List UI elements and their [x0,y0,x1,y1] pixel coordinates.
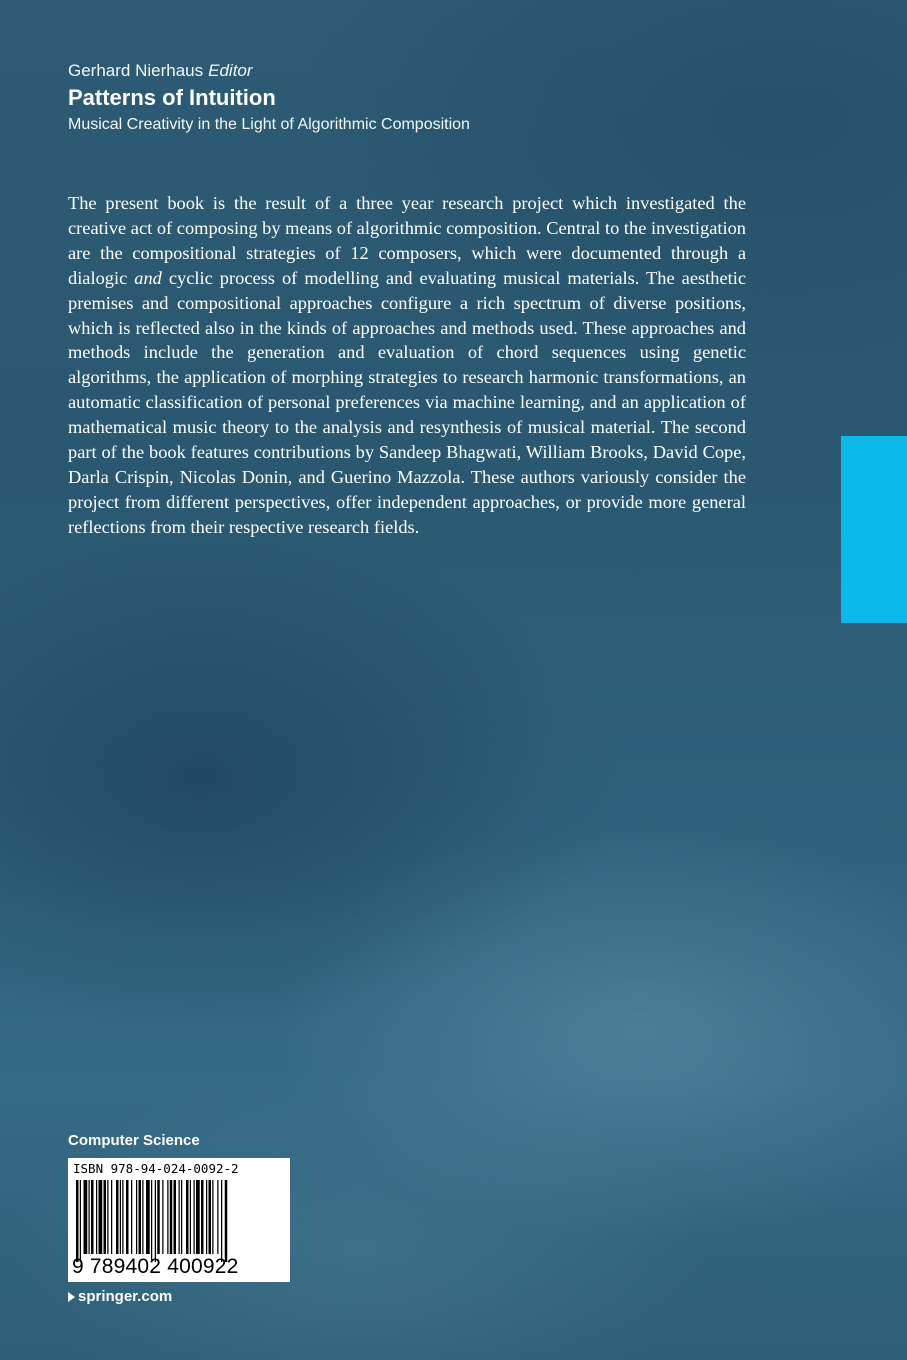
barcode-bar [91,1180,94,1254]
barcode-bar [217,1180,218,1254]
barcode-bar [209,1180,212,1254]
barcode-bar [151,1180,152,1262]
cover-header [68,60,470,136]
barcode-bar [80,1180,81,1262]
barcode-bar [194,1180,195,1254]
barcode-bar [104,1180,107,1254]
barcode-bar [142,1180,143,1254]
barcode-bar [181,1180,182,1254]
isbn-label: ISBN 978-94-024-0092-2 [73,1161,239,1176]
barcode-bar [139,1180,142,1254]
barcode-bar [196,1180,200,1254]
barcode-bar [179,1180,180,1254]
barcode-bar [157,1180,160,1254]
editor-role: Editor [208,61,253,80]
barcode-bar [111,1180,112,1254]
barcode-bar [162,1180,163,1254]
barcode-bar [107,1180,108,1254]
arrow-right-icon [68,1292,75,1302]
barcode-bar [170,1180,173,1254]
barcode-bar [146,1180,150,1254]
barcode-bar [186,1180,189,1254]
barcode-bar [212,1180,213,1254]
book-title: Patterns of Intuition [68,85,276,110]
barcode-bar [136,1180,137,1254]
barcode-bar [190,1180,191,1254]
barcode-bar [99,1180,103,1254]
barcode-bar [122,1180,123,1254]
isbn-barcode [68,1158,290,1282]
editor-name: Gerhard Nierhaus [68,61,204,80]
barcode-bar [89,1180,90,1254]
barcode-bar [76,1180,79,1262]
barcode-bar [221,1180,222,1262]
barcode-bar [84,1180,88,1254]
description-emphasis: and [134,267,162,288]
barcode-bar [174,1180,177,1254]
barcode-digits: 9 789402 400922 [72,1255,239,1278]
editor-line [68,60,470,82]
barcode-bar [96,1180,97,1254]
barcode-bar [131,1180,132,1254]
description-text-part1: The present book is the result of a three year research project which investigated the creative act of composing by means of algorithmic composition. Central to the investigation are the compositional strategies of 12 composers, which were documented through a dialogic [68,193,746,288]
barcode-bar [116,1180,119,1254]
description-text-part2: cyclic process of modelling and evaluating musical materials. The aesthetic premises and compositional approaches configure a rich spectrum of diverse positions, which is reflected also in the kinds of approaches and methods used. These approaches and methods include the generation and evaluation of chord sequences using genetic algorithms, the application of morphing strategies to research harmonic transformations, an automatic classification of personal preferences via machine learning, and an application of mathematical music theory to the analysis and resynthesis of musical material. The second part of the book features contributions by Sandeep Bhagwati, William Brooks, David Cope, Darla Crispin, Nicolas Donin, and Guerino Mazzola. These authors variously consider the project from different perspectives, offer independent approaches, or provide more general reflections from their respective research fields. [68,267,746,537]
barcode-bar [225,1180,228,1262]
barcode-bar [201,1180,204,1254]
barcode-bar [206,1180,207,1254]
publisher-link[interactable] [68,1287,172,1307]
publisher-link-label: springer.com [78,1288,173,1305]
barcode-bar [167,1180,168,1254]
subject-category: Computer Science [68,1132,200,1149]
description-paragraph [68,191,746,540]
barcode-bar [126,1180,129,1254]
barcode-bar [120,1180,121,1254]
book-description [68,191,746,540]
accent-side-tab [841,436,907,623]
book-subtitle: Musical Creativity in the Light of Algorithmic Composition [68,116,470,133]
barcode-bar [155,1180,156,1262]
